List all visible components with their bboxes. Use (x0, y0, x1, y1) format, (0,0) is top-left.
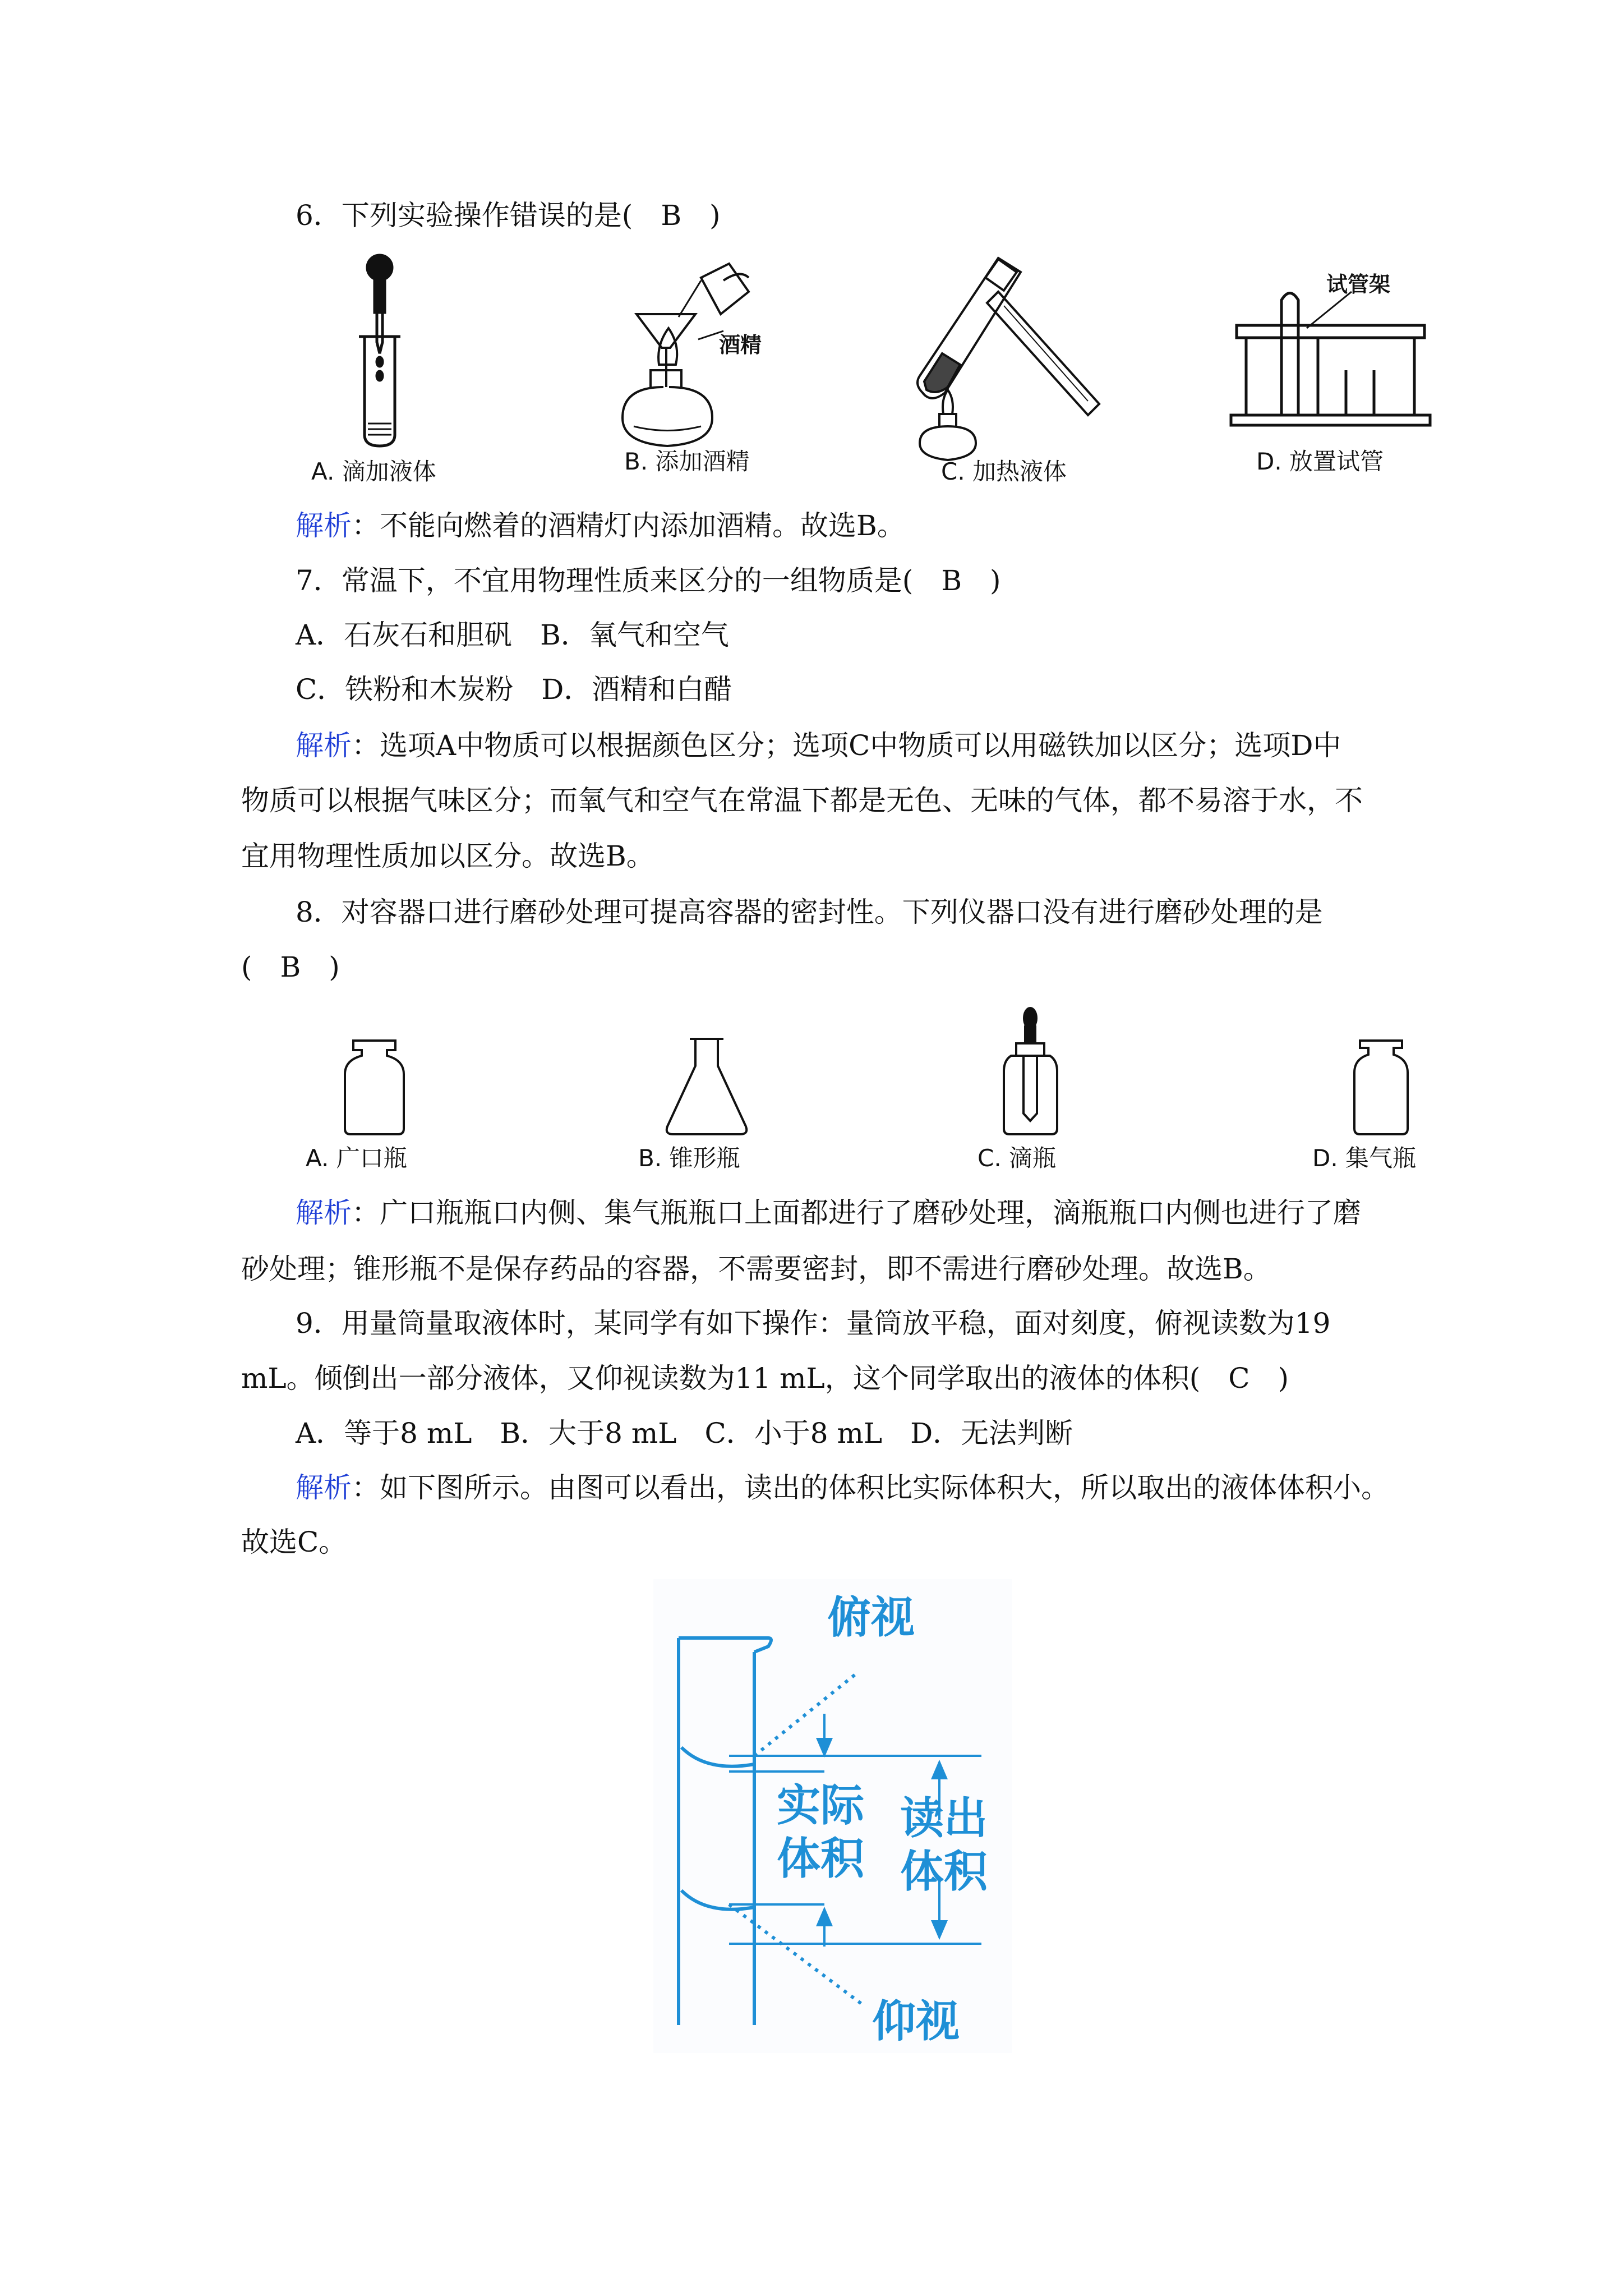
q6-option-d-caption: D. 放置试管 (1256, 448, 1384, 475)
q7-options-1: A．石灰石和胆矾 B．氧气和空气 (296, 619, 729, 651)
q8-option-b-caption: B. 锥形瓶 (638, 1144, 740, 1172)
q9-analysis-2: 故选C。 (241, 1526, 347, 1558)
rack-label: 试管架 (1326, 272, 1391, 297)
analysis-label: 解析 (296, 729, 352, 762)
q6-stem: 6．下列实验操作错误的是( B ) (296, 199, 721, 232)
read-volume-label-1: 读出 (900, 1793, 988, 1844)
q7-stem: 7．常温下，不宜用物理性质来区分的一组物质是( B ) (296, 564, 1001, 597)
q7-options-2: C．铁粉和木炭粉 D．酒精和白醋 (296, 673, 732, 706)
bottom-view-label: 仰视 (872, 1996, 960, 2047)
analysis-text: ：选项A中物质可以根据颜色区分；选项C中物质可以用磁铁加以区分；选项D中 (352, 729, 1341, 762)
q7-analysis-3: 宜用物理性质加以区分。故选B。 (241, 840, 654, 872)
q8-analysis-2: 砂处理；锥形瓶不是保存药品的容器，不需要密封，即不需进行磨砂处理。故选B。 (241, 1253, 1271, 1285)
analysis-label: 解析 (296, 1197, 352, 1229)
q9-stem-2: mL。倾倒出一部分液体，又仰视读数为11 mL，这个同学取出的液体的体积( C ) (241, 1362, 1289, 1395)
actual-volume-label-2: 体积 (777, 1834, 865, 1884)
analysis-text: ：如下图所示。由图可以看出，读出的体积比实际体积大，所以取出的液体体积小。 (352, 1471, 1389, 1504)
q6-option-a-caption: A. 滴加液体 (311, 458, 436, 485)
q8-option-c-caption: C. 滴瓶 (978, 1144, 1057, 1172)
analysis-label: 解析 (296, 509, 352, 542)
analysis-text: ：不能向燃着的酒精灯内添加酒精。故选B。 (352, 509, 905, 542)
q8-option-d-caption: D. 集气瓶 (1312, 1144, 1417, 1172)
actual-volume-label-1: 实际 (777, 1780, 865, 1831)
q9-stem-1: 9．用量筒量取液体时，某同学有如下操作：量筒放平稳，面对刻度，俯视读数为19 (296, 1307, 1331, 1340)
alcohol-label: 酒精 (719, 333, 762, 357)
q6-option-b-caption: B. 添加酒精 (624, 448, 750, 475)
q7-analysis-2: 物质可以根据气味区分；而氧气和空气在常温下都是无色、无味的气体，都不易溶于水，不 (241, 784, 1363, 817)
q8-stem-1: 8．对容器口进行磨砂处理可提高容器的密封性。下列仪器口没有进行磨砂处理的是 (296, 896, 1323, 928)
q6-option-c-caption: C. 加热液体 (941, 458, 1067, 485)
q9-options: A．等于8 mL B．大于8 mL C．小于8 mL D．无法判断 (296, 1417, 1073, 1450)
analysis-label: 解析 (296, 1471, 352, 1504)
q8-stem-2: ( B ) (241, 951, 340, 983)
top-view-label: 俯视 (827, 1593, 915, 1643)
q8-option-a-caption: A. 广口瓶 (306, 1144, 407, 1172)
analysis-text: ：广口瓶瓶口内侧、集气瓶瓶口上面都进行了磨砂处理，滴瓶瓶口内侧也进行了磨 (352, 1197, 1361, 1229)
read-volume-label-2: 体积 (900, 1847, 988, 1897)
